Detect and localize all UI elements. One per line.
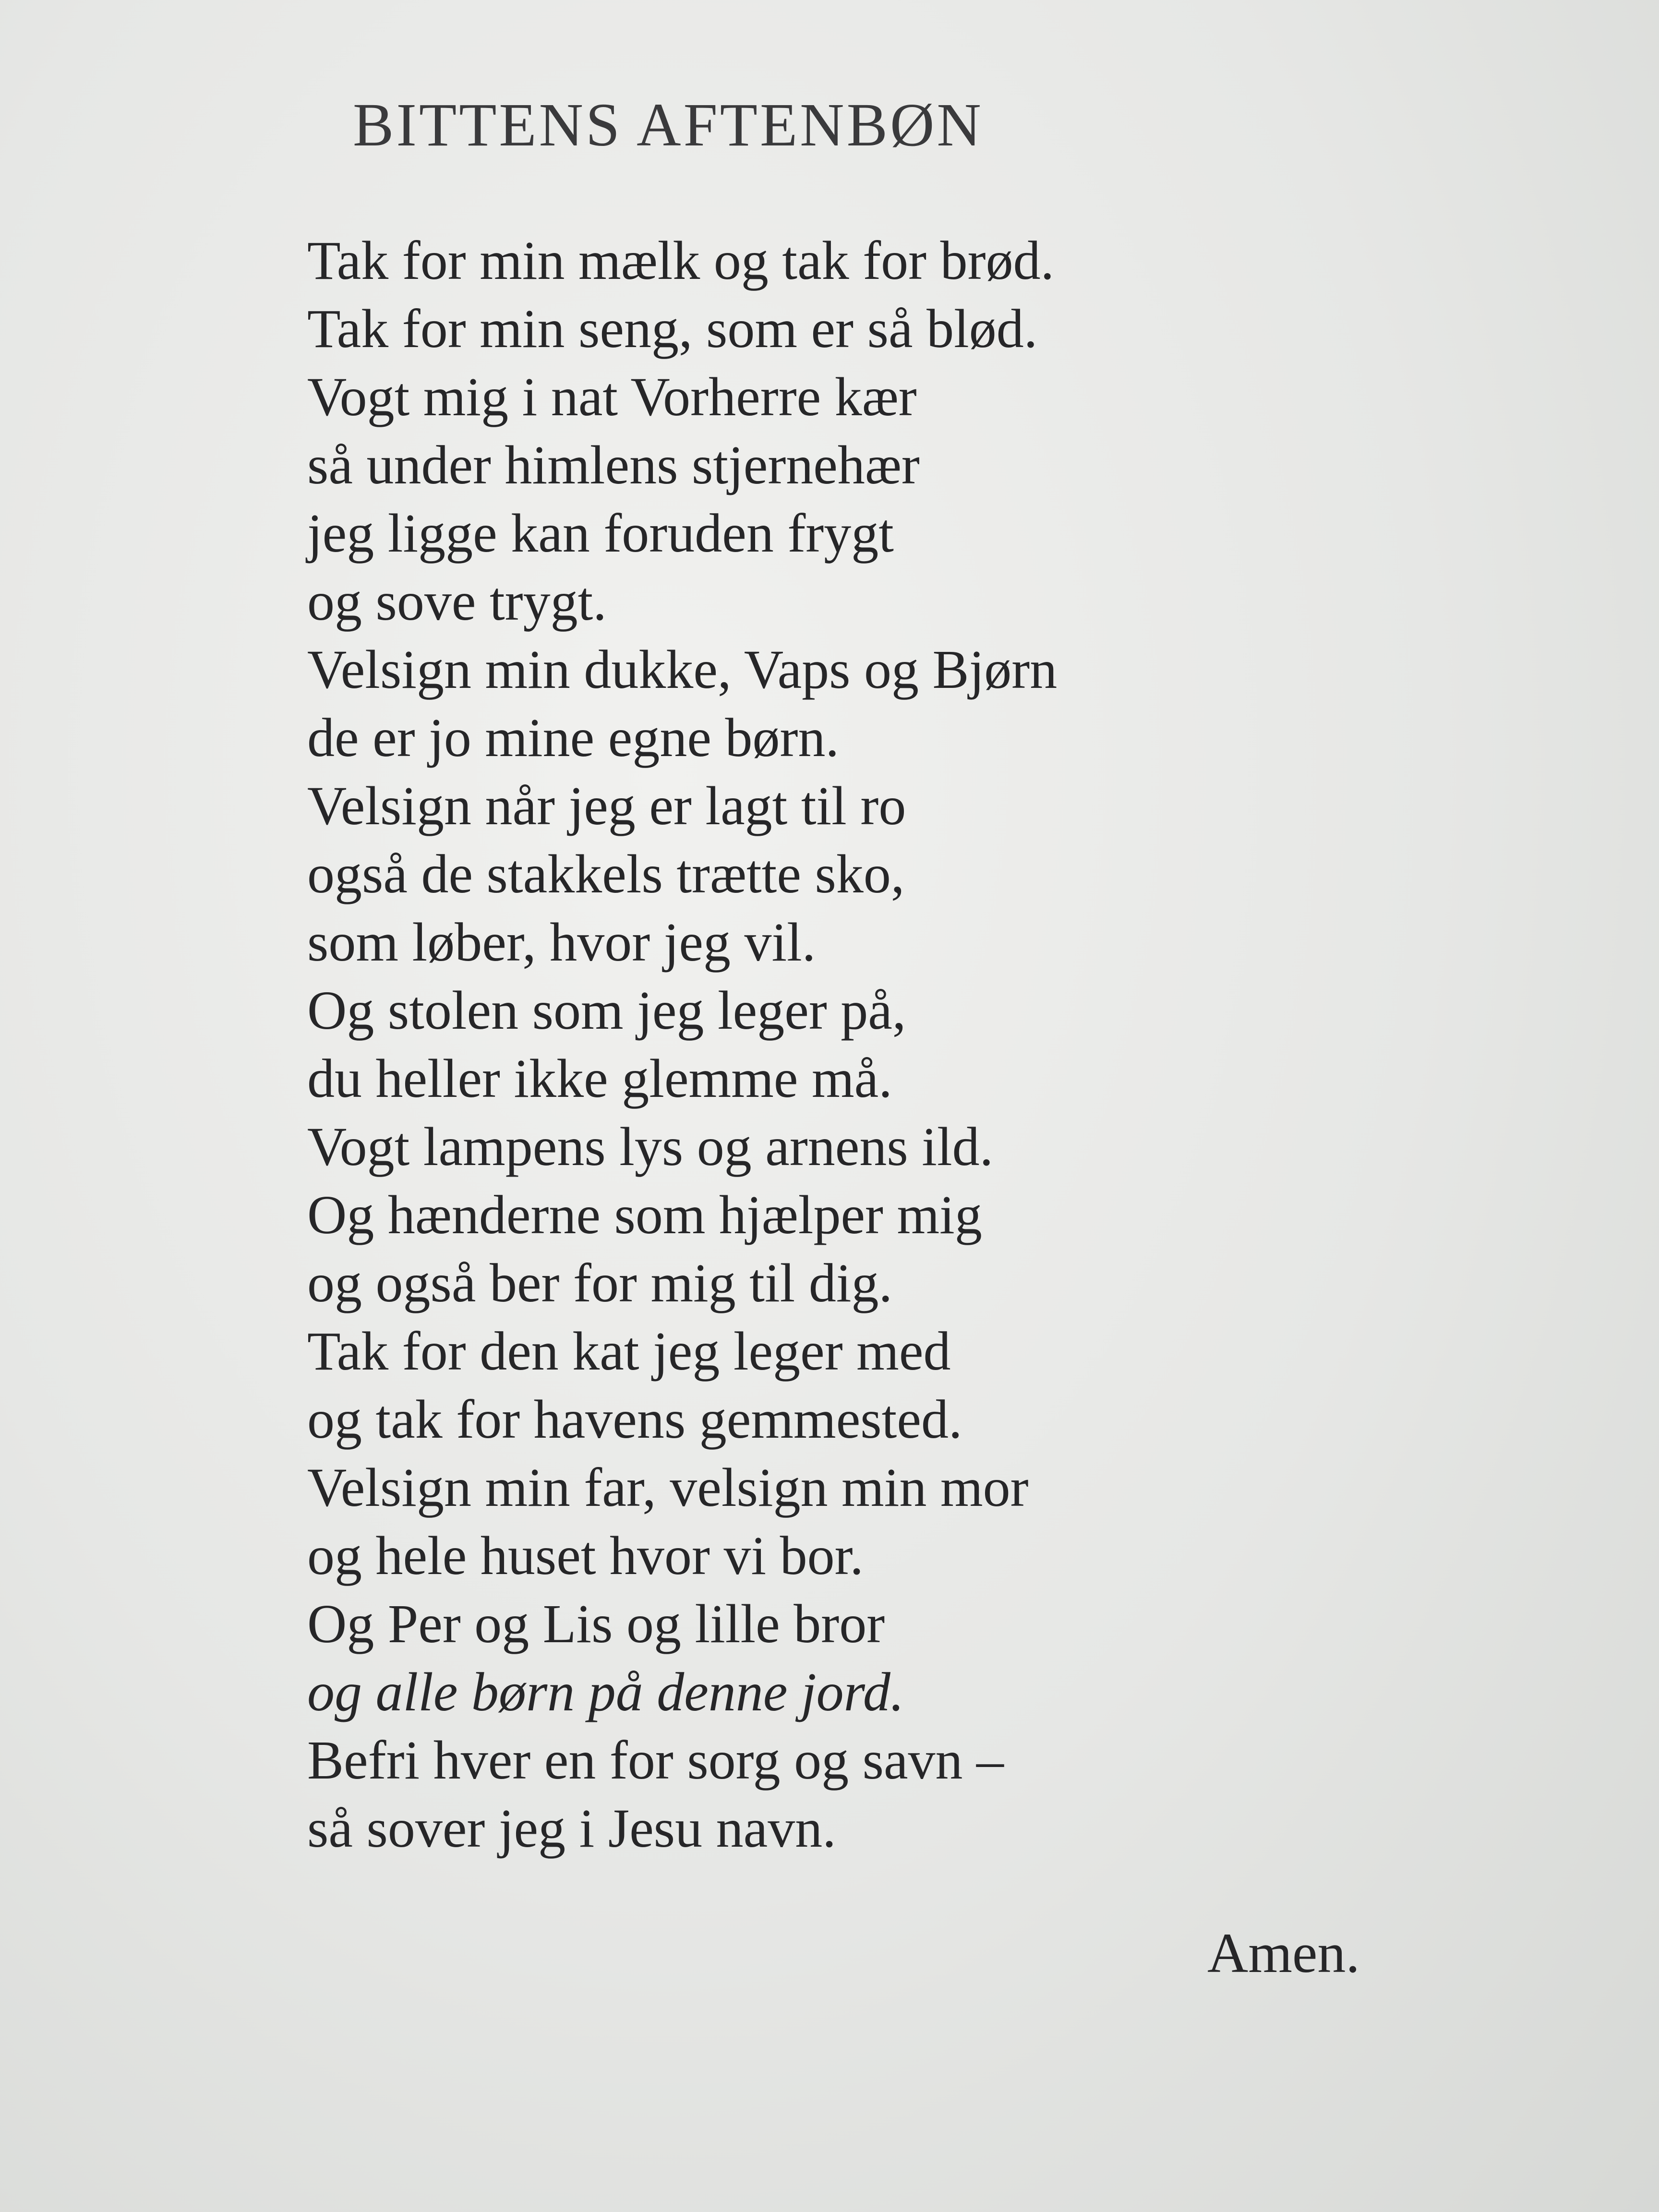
poem-line: Vogt mig i nat Vorherre kær [307,366,917,427]
poem-line: Vogt lampens lys og arnens ild. [307,1116,994,1177]
poem-line: de er jo mine egne børn. [307,707,839,768]
poem-body [307,227,1411,1863]
poem-line: og hele huset hvor vi bor. [307,1525,864,1586]
poem-line: Og hænderne som hjælper mig [307,1184,982,1245]
poem-line: Befri hver en for sorg og savn – [307,1730,1004,1791]
poem-line: Velsign når jeg er lagt til ro [307,775,906,836]
poem-line: også de stakkels trætte sko, [307,843,905,904]
poem-line: Tak for min mælk og tak for brød. [307,230,1055,291]
poem-line-italic: og alle børn på denne jord. [307,1661,904,1722]
poem-line: og tak for havens gemmested. [307,1389,962,1450]
poem-line: Tak for den kat jeg leger med [307,1321,951,1382]
poem-line: som løber, hvor jeg vil. [307,912,816,973]
poem-line: Og Per og Lis og lille bror [307,1593,885,1654]
poem-line: Og stolen som jeg leger på, [307,980,906,1041]
poem-line: jeg ligge kan foruden frygt [307,503,894,564]
poem-line: Velsign min dukke, Vaps og Bjørn [307,639,1058,700]
poem-line: Velsign min far, velsign min mor [307,1457,1029,1518]
poem-title: BITTENS AFTENBØN [353,91,984,159]
poem-line: og også ber for mig til dig. [307,1252,892,1313]
poem-line: så under himlens stjernehær [307,434,920,495]
poem-line: og sove trygt. [307,571,607,632]
poem-line: Tak for min seng, som er så blød. [307,298,1038,359]
poem-closing: Amen. [1207,1922,1360,1984]
poem-line: så sover jeg i Jesu navn. [307,1798,836,1859]
poem-line: du heller ikke glemme må. [307,1048,892,1109]
